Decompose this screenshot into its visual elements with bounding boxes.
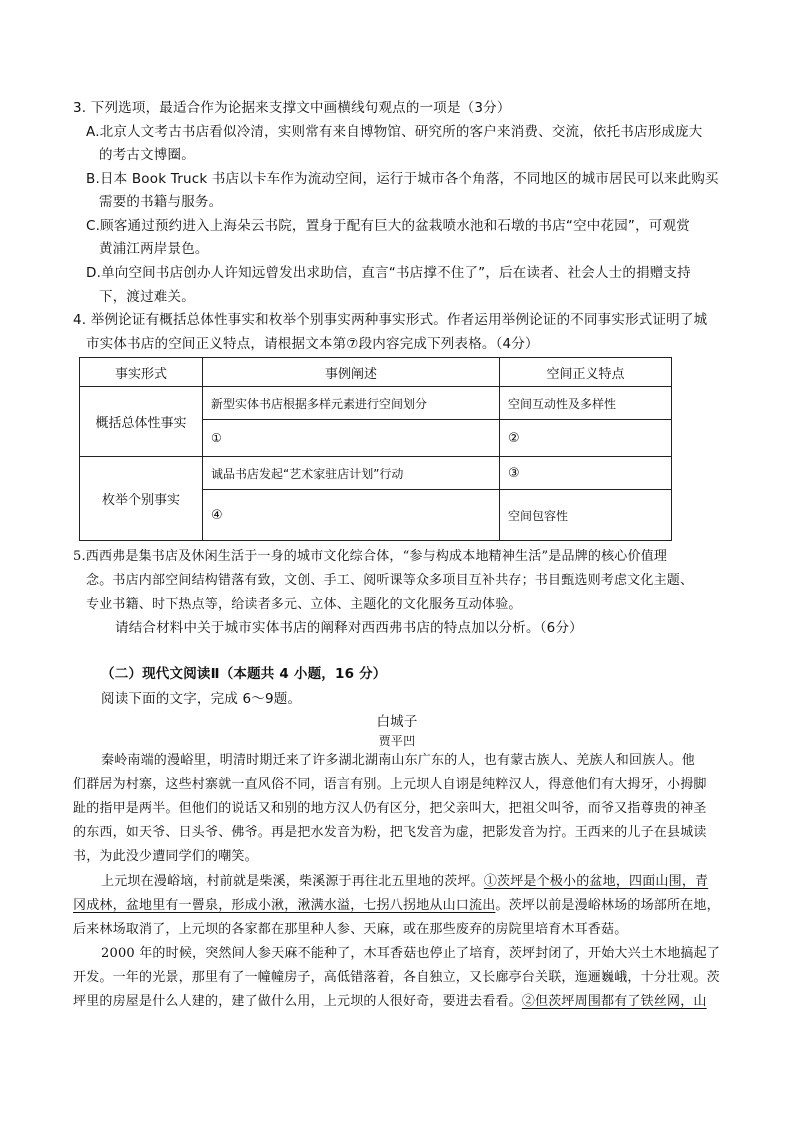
table-cell: 新型实体书店根据多样元素进行空间划分: [203, 387, 500, 420]
q4-stem-cont: 市实体书店的空间正义特点，请根据文本第⑦段内容完成下列表格。（4分）: [86, 336, 539, 352]
passage-line: [101, 873, 708, 891]
article-author: 贾平凹: [378, 734, 416, 748]
q3-option-a: A.北京人文考古书店看似冷清，实则常有来自博物馆、研究所的客户来消费、交流，依托书店形成庞大: [86, 124, 703, 140]
table-header-row: [80, 358, 672, 387]
passage-line: 2000 年的时候，突然间人参天麻不能种了，木耳香菇也停止了培育，茨坪封闭了，开始大兴土木地搞起了: [101, 946, 721, 961]
header-example: 事例阐述: [203, 358, 500, 387]
passage-line: 的东西，如天爷、日头爷、佛爷。再是把水发音为粉，把飞发音为虚，把影发音为拧。王西来的儿子在县城读: [73, 825, 707, 840]
underlined-sentence-1-cont: 冈成林，盆地里有一罾泉，形成小湫，湫满水溢，七拐八拐地从山口流出: [73, 898, 496, 913]
fact-type-general: 概括总体性事实: [80, 387, 203, 457]
header-fact-form: 事实形式: [80, 358, 203, 387]
underlined-sentence-1: ①茨坪是个极小的盆地，四面山围，青: [483, 874, 709, 889]
q3-option-a-cont: 的考古文博圈。: [99, 147, 195, 163]
q5-material-line3: 专业书籍、时下热点等，给读者多元、立体、主题化的文化服务互动体验。: [86, 597, 522, 612]
section-instruction: 阅读下面的文字，完成 6～9题。: [101, 691, 302, 707]
passage-line: 后来林场取消了，上元坝的各家都在那里种人参、天麻，或在那些废弃的房院里培育木耳香菇。: [73, 922, 628, 937]
fact-type-specific: 枚举个别事实: [80, 457, 203, 541]
passage-line: 开发。一年的光景，那里有了一幢幢房子，高低错落着，各自独立，又长廊亭台关联，迤逦巍峨，十分壮观。茨: [73, 970, 720, 985]
q3-option-d: D.单向空间书店创办人许知远曾发出求助信，直言“书店撑不住了”，后在读者、社会人士的捐赠支持: [86, 265, 691, 281]
section-heading: [101, 665, 386, 683]
passage-line: 书，为此没少遭同学们的嘲笑。: [73, 849, 258, 864]
passage-text: 。茨坪以前是漫峪林场的场部所在地，: [495, 898, 720, 913]
q5-material-line2: 念。书店内部空间结构错落有致，文创、手工、阅听课等众多项目互补共存；书目甄选则考虑文化主题、: [86, 573, 694, 588]
passage-line: 秦岭南端的漫峪里，明清时期迁来了许多湖北湖南山东广东的人，也有蒙古族人、羌族人和回族人。他: [101, 753, 696, 768]
section-heading-text: （二）现代文阅读Ⅱ（本题共 4 小题，16 分）: [101, 666, 387, 682]
passage-text: 坪里的房屋是什么人建的，建了做什么用，上元坝的人很好奇，要进去看看。: [73, 994, 522, 1009]
underlined-sentence-2: ②但茨坪周围都有了铁丝网，山: [521, 994, 707, 1009]
q3-stem: 3. 下列选项，最适合作为论据来支撑文中画横线句观点的一项是（3分）: [73, 100, 511, 116]
q5-material-line1: 5.西西弗是集书店及休闲生活于一身的城市文化综合体，“参与构成本地精神生活”是品牌的核心价值理: [73, 549, 668, 564]
header-feature: 空间正义特点: [500, 358, 672, 387]
article-title: 白城子: [376, 714, 418, 730]
table-cell: 空间互动性及多样性: [500, 387, 672, 420]
table-row: [80, 387, 672, 420]
passage-line: 们群居为村寨，这些村寨就一直风俗不同，语言有别。上元坝人自诩是纯粹汉人，得意他们有大拇牙，小拇脚: [73, 777, 707, 792]
blank-4: ④: [203, 490, 500, 541]
blank-1: ①: [203, 420, 500, 457]
passage-text: 上元坝在漫峪垴，村前就是柴溪，柴溪源于再往北五里地的茨坪。: [101, 874, 484, 889]
table-cell: 诚品书店发起“艺术家驻店计划”行动: [203, 457, 500, 490]
facts-table: [79, 357, 672, 541]
q3-option-c-cont: 黄浦江两岸景色。: [99, 241, 209, 257]
q3-option-b: B.日本 Book Truck 书店以卡车作为流动空间，运行于城市各个角落，不同地区的城市居民可以来此购买: [86, 171, 719, 187]
q4-stem: 4. 举例论证有概括总体性事实和枚举个别事实两种事实形式。作者运用举例论证的不同事实形式证明了城: [73, 312, 708, 328]
passage-line: [73, 897, 720, 915]
blank-3: ③: [500, 457, 672, 490]
q3-option-c: C.顾客通过预约进入上海朵云书院，置身于配有巨大的盆栽喷水池和石墩的书店“空中花园”，可观赏: [86, 218, 690, 234]
table-cell: 空间包容性: [500, 490, 672, 541]
q5-question: 请结合材料中关于城市实体书店的阐释对西西弗书店的特点加以分析。（6分）: [115, 620, 583, 636]
passage-line: [73, 993, 707, 1011]
q3-option-b-cont: 需要的书籍与服务。: [99, 194, 223, 210]
q3-option-d-cont: 下，渡过难关。: [99, 289, 195, 305]
blank-2: ②: [500, 420, 672, 457]
passage-line: 趾的指甲是两半。但他们的说话又和别的地方汉人仍有区分，把父亲叫大，把祖父叫爷，而爷又指尊贵的神圣: [73, 801, 707, 816]
table-row: [80, 457, 672, 490]
